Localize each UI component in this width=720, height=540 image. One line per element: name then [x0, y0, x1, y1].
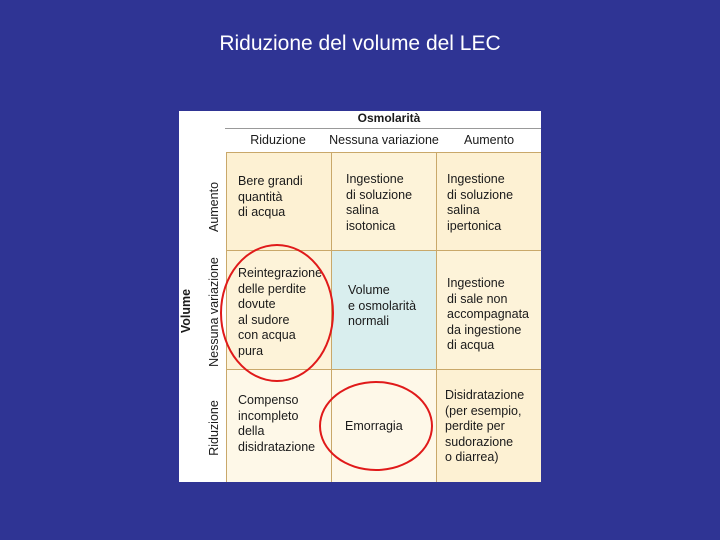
cell-r2c3: Ingestione di sale non accompagnata da ingestione di acqua: [447, 276, 530, 352]
row-header-nessuna-variazione: Nessuna variazione: [207, 257, 221, 367]
col-axis-label: Osmolarità: [357, 111, 421, 125]
col-header-nessuna-variazione: Nessuna variazione: [329, 133, 439, 147]
col-header-aumento: Aumento: [463, 133, 515, 147]
highlight-circle-emorragia: [319, 381, 433, 471]
grid-line: [226, 152, 541, 153]
cell-r1c1: Bere grandi quantità di acqua: [238, 174, 303, 219]
slide-title: Riduzione del volume del LEC: [219, 32, 501, 55]
cell-r2c2: Volume e osmolarità normali: [348, 283, 417, 328]
row-axis-label: Volume: [179, 288, 193, 334]
axis-divider: [225, 128, 541, 129]
cell-r1c2: Ingestione di soluzione salina isotonica: [346, 172, 413, 233]
row-header-riduzione: Riduzione: [207, 400, 221, 456]
row-header-aumento: Aumento: [207, 181, 221, 233]
cell-r2c1: Reintegrazione delle perdite dovute al sudore con acqua pura: [238, 266, 323, 358]
cell-r3c2: Emorragia: [345, 419, 403, 433]
highlight-circle-reintegrazione: [220, 244, 334, 382]
cell-r3c3: Disidratazione (per esempio, perdite per sudorazione o diarrea): [445, 388, 525, 464]
col-header-riduzione: Riduzione: [250, 133, 306, 147]
cell-r3c1: Compenso incompleto della disidratazione: [238, 393, 316, 454]
grid-line: [436, 153, 437, 482]
cell-r1c3: Ingestione di soluzione salina ipertonica: [447, 172, 514, 233]
